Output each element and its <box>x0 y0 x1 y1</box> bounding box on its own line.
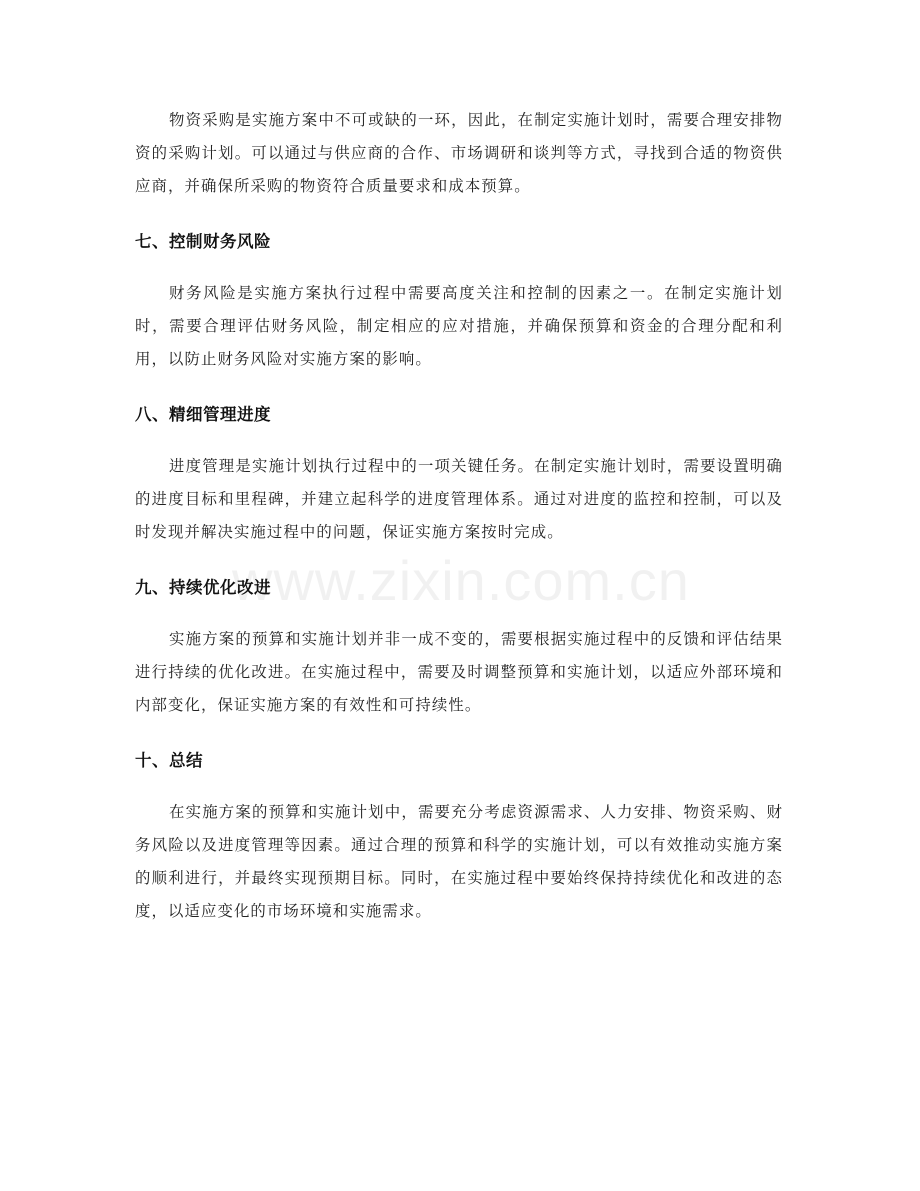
heading-continuous-improvement: 九、持续优化改进 <box>135 578 271 597</box>
watermark: www.zixin.com.cn <box>232 549 690 612</box>
paragraph-summary: 在实施方案的预算和实施计划中，需要充分考虑资源需求、人力安排、物资采购、财务风险以及进度管理等因素。通过合理的预算和科学的实施计划，可以有效推动实施方案的顺利进行，并最终实现预期目标。同时，在实施过程中要始终保持持续优化和改进的态度，以适应变化的市场环境和实施需求。 <box>135 803 783 920</box>
paragraph-financial-risk: 财务风险是实施方案执行过程中需要高度关注和控制的因素之一。在制定实施计划时，需要合理评估财务风险，制定相应的应对措施，并确保预算和资金的合理分配和利用，以防止财务风险对实施方案的影响。 <box>135 284 783 368</box>
heading-summary: 十、总结 <box>135 751 203 770</box>
paragraph-procurement: 物资采购是实施方案中不可或缺的一环，因此，在制定实施计划时，需要合理安排物资的采购计划。可以通过与供应商的合作、市场调研和谈判等方式，寻找到合适的物资供应商，并确保所采购的物资符合质量要求和成本预算。 <box>135 111 783 195</box>
paragraph-continuous-improvement: 实施方案的预算和实施计划并非一成不变的，需要根据实施过程中的反馈和评估结果进行持续的优化改进。在实施过程中，需要及时调整预算和实施计划，以适应外部环境和内部变化，保证实施方案的有效性和可持续性。 <box>135 630 783 714</box>
heading-financial-risk: 七、控制财务风险 <box>135 232 271 251</box>
document-body <box>135 104 783 928</box>
paragraph-progress-management: 进度管理是实施计划执行过程中的一项关键任务。在制定实施计划时，需要设置明确的进度目标和里程碑，并建立起科学的进度管理体系。通过对进度的监控和控制，可以及时发现并解决实施过程中的问题，保证实施方案按时完成。 <box>135 457 783 541</box>
heading-progress-management: 八、精细管理进度 <box>135 405 271 424</box>
